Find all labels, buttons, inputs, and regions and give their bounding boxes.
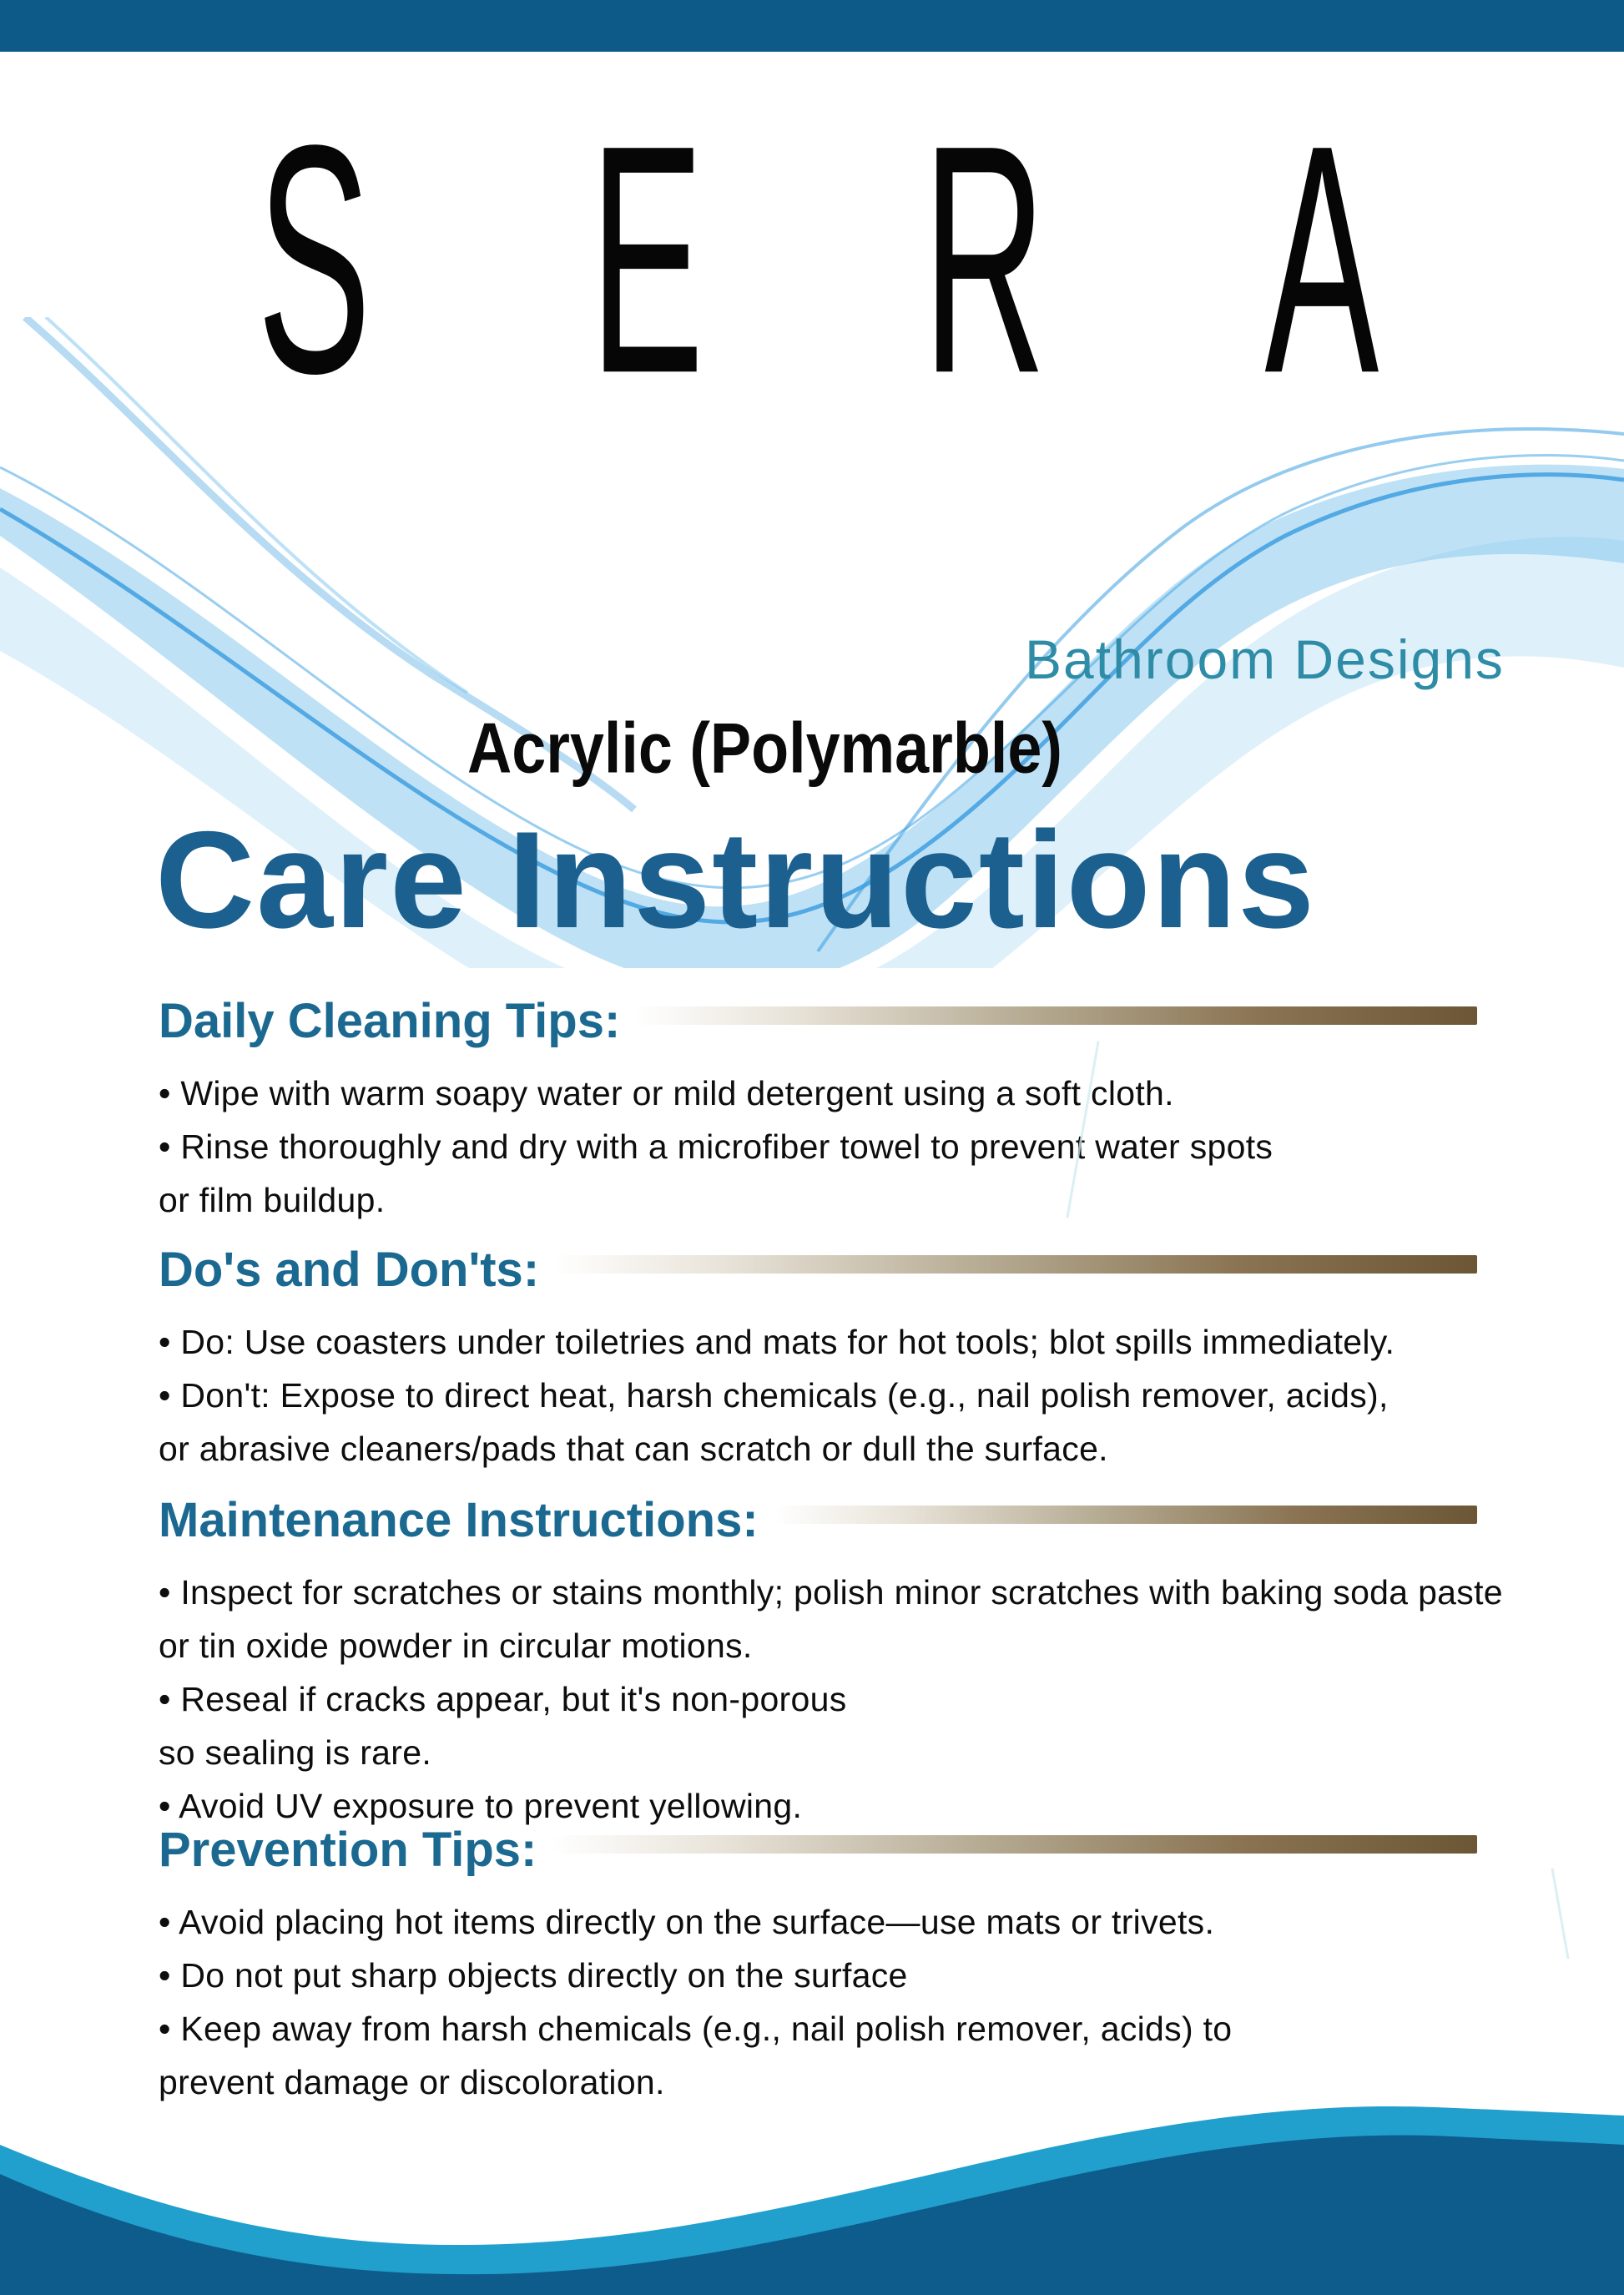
section-daily-cleaning-tips: [159, 995, 1477, 1227]
bullet-line: prevent damage or discoloration.: [159, 2063, 665, 2101]
bullet-line: • Avoid placing hot items directly on the surface—use mats or trivets.: [159, 1903, 1215, 1941]
section-divider-bar: [554, 1255, 1477, 1274]
bullet-line: so sealing is rare.: [159, 1733, 432, 1772]
bullet-line: • Wipe with warm soapy water or mild detergent using a soft cloth.: [159, 1074, 1174, 1112]
bullet-line: • Avoid UV exposure to prevent yellowing.: [159, 1787, 803, 1825]
bullet-line: • Reseal if cracks appear, but it's non-porous: [159, 1680, 847, 1718]
brand-tagline: Bathroom Designs: [1025, 628, 1505, 690]
section-heading: Prevention Tips:: [159, 1823, 537, 1877]
section-dos-and-donts: [159, 1243, 1477, 1475]
section-divider-bar: [635, 1006, 1477, 1025]
section-body: [159, 1067, 1477, 1227]
section-heading: Do's and Don'ts:: [159, 1243, 540, 1297]
bullet-line: • Rinse thoroughly and dry with a microfiber towel to prevent water spots: [159, 1127, 1273, 1166]
faint-wave-artifact-line: [1551, 1869, 1569, 1960]
bullet-line: • Do not put sharp objects directly on the surface: [159, 1956, 908, 1995]
bottom-wave-graphic: [0, 2103, 1624, 2295]
material-subtitle: Acrylic (Polymarble): [467, 709, 1062, 789]
section-prevention-tips: [159, 1823, 1477, 2109]
section-heading: Daily Cleaning Tips:: [159, 994, 621, 1048]
bullet-line: • Do: Use coasters under toiletries and mats for hot tools; blot spills immediately.: [159, 1323, 1395, 1361]
section-heading: Maintenance Instructions:: [159, 1493, 759, 1547]
section-divider-bar: [774, 1506, 1477, 1524]
brand-logo: SERA: [257, 78, 1598, 441]
section-maintenance-instructions: [159, 1493, 1503, 1833]
section-body: [159, 1315, 1477, 1475]
bullet-line: • Inspect for scratches or stains monthly; polish minor scratches with baking soda paste: [159, 1573, 1503, 1612]
bullet-line: • Keep away from harsh chemicals (e.g., nail polish remover, acids) to: [159, 2010, 1233, 2048]
section-body: [159, 1895, 1477, 2109]
bullet-line: • Don't: Expose to direct heat, harsh chemicals (e.g., nail polish remover, acids),: [159, 1376, 1389, 1415]
bullet-line: or tin oxide powder in circular motions.: [159, 1627, 753, 1665]
section-body: [159, 1566, 1503, 1833]
bullet-line: or film buildup.: [159, 1181, 386, 1219]
top-accent-bar: [0, 0, 1624, 52]
bullet-line: or abrasive cleaners/pads that can scratch or dull the surface.: [159, 1430, 1108, 1468]
section-divider-bar: [552, 1835, 1477, 1854]
page-title: Care Instructions: [155, 803, 1316, 956]
